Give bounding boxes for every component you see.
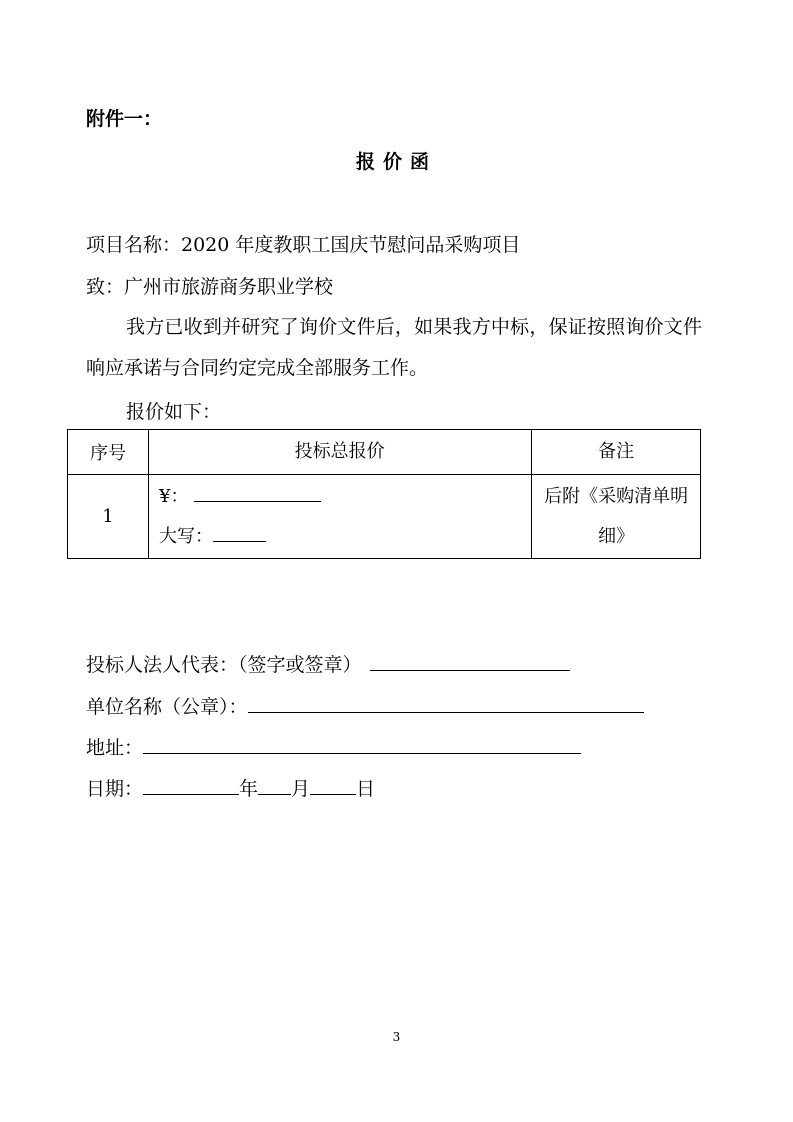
unit-name-field[interactable] <box>248 694 644 713</box>
remarks-cell: 后附《采购清单明细》 <box>532 475 701 559</box>
uppercase-amount-line <box>159 517 530 557</box>
month-label: 月 <box>291 778 311 800</box>
header-total-bid-price: 投标总报价 <box>149 430 532 475</box>
recipient-line: 致：广州市旅游商务职业学校 <box>86 276 334 298</box>
uppercase-label: 大写： <box>159 525 214 547</box>
document-title: 报价函 <box>355 151 437 173</box>
header-serial-no: 序号 <box>68 430 149 475</box>
yen-amount-line <box>159 477 530 517</box>
year-field[interactable] <box>143 776 239 795</box>
address-label: 地址： <box>86 737 144 759</box>
page-number: 3 <box>392 1030 401 1044</box>
project-name-line: 项目名称：2020 年度教职工国庆节慰问品采购项目 <box>86 234 521 256</box>
legal-rep-signature-field[interactable] <box>370 652 570 671</box>
table-header-row <box>68 430 701 475</box>
quote-intro: 报价如下： <box>126 401 222 423</box>
unit-name-line <box>86 692 644 719</box>
day-label: 日 <box>356 778 376 800</box>
address-line <box>86 733 581 760</box>
attachment-heading: 附件一： <box>86 108 163 130</box>
date-label: 日期： <box>86 778 144 800</box>
legal-representative-line <box>86 650 570 677</box>
quote-table <box>67 429 701 559</box>
header-remarks: 备注 <box>532 430 701 475</box>
price-cell <box>149 475 532 559</box>
legal-rep-label: 投标人法人代表：（签字或签章） <box>86 654 362 676</box>
yen-amount-field[interactable] <box>194 483 321 502</box>
day-field[interactable] <box>310 776 356 795</box>
row-serial-no: 1 <box>68 475 149 559</box>
unit-name-label: 单位名称（公章）： <box>86 696 248 718</box>
year-label: 年 <box>239 778 259 800</box>
uppercase-amount-field[interactable] <box>213 523 266 542</box>
commitment-paragraph: 我方已收到并研究了询价文件后，如果我方中标，保证按照询价文件响应承诺与合同约定完成全部服务工作。 <box>86 316 702 379</box>
date-line <box>86 774 375 801</box>
yen-label: ¥： <box>159 485 189 507</box>
month-field[interactable] <box>258 776 291 795</box>
table-row <box>68 475 701 559</box>
address-field[interactable] <box>143 735 581 754</box>
